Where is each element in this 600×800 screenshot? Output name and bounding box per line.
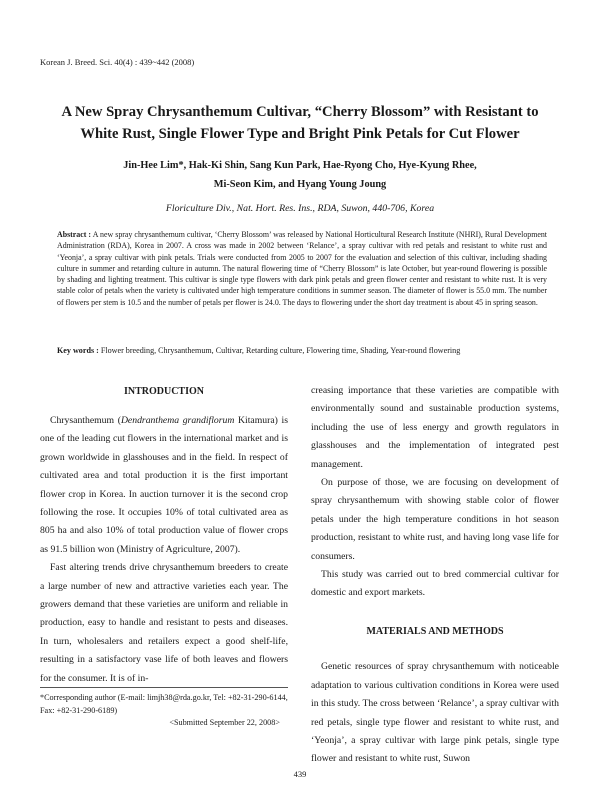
abstract-text: A new spray chrysanthemum cultivar, ‘Cherry Blossom’ was released by National Horticultural Research Institute (NHRI), Rural Development Administration (RDA), Korea in 2007. A cross was made in 2002 between ‘Relance’, a spray cultivar with red petals and resistant to white rust and ‘Yeonja’, a spray cultivar with pink petals. Trials were conducted from 2005 to 2007 for the evaluation and selection of this cultivar, including shading culture in summer and retarding culture in autumn. The natural flowering time of “Cherry Blossom” is late October, but year-round flowering is possible by shading and lighting treatment. This cultivar is single type flowers with dark pink petals and green flower center and resistant to white rust. It is very stable color of petals when the variety is cultivated under high temperature conditions in summer season. The diameter of flower is 55.0 mm. The number of flowers per stem is 10.5 and the number of petals per flower is 24.0. The days to flowering under the short day treatment is about 45 in spring season.	[57, 230, 548, 307]
title-line-1: A New Spray Chrysanthemum Cultivar, “Cherry Blossom” with Resistant to	[61, 104, 539, 120]
intro-paragraph-1	[40, 412, 288, 559]
intro-paragraph-continued: creasing importance that these varieties are compatible with environmentally sound and sustainable production systems, including the use of less energy and growth regulators in glasshouses and the implementation of integrated pest management.	[311, 385, 559, 470]
authors-line-1: Jin-Hee Lim*, Hak-Ki Shin, Sang Kun Park, Hae-Ryong Cho, Hye-Kyung Rhee,	[123, 160, 477, 171]
submission-date: <Submitted September 22, 2008>	[169, 718, 280, 728]
keywords-text: Flower breeding, Chrysanthemum, Cultivar, Retarding culture, Flowering time, Shading, Year-round flowering	[100, 346, 461, 355]
intro-paragraph-4: This study was carried out to bred commercial cultivar for domestic and export markets.	[311, 569, 559, 599]
keywords-label: Key words :	[57, 346, 99, 355]
author-list	[60, 156, 540, 194]
page-number: 439	[293, 769, 307, 779]
journal-header: Korean J. Breed. Sci. 40(4) : 439~442 (2008)	[40, 57, 195, 67]
footnote	[40, 692, 290, 730]
intro-paragraph-2: Fast altering trends drive chrysanthemum breeders to create a large number of new and attractive varieties each year. The growers demand that these varieties are uniform and reliable in production, easy to handle and resistant to pests and diseases. In turn, wholesalers and retailers expect a good shelf-life, resulting in a satisfactory vase life of both leaves and flowers for the consumer. It is of in-	[40, 562, 288, 684]
corresponding-author-note: *Corresponding author (E-mail: limjh38@rda.go.kr, Tel: +82-31-290-6144, Fax: +82-31-290-6189)	[40, 693, 288, 715]
methods-paragraph-1: Genetic resources of spray chrysanthemum with noticeable adaptation to various cultivation conditions in Korea were used in this study. The cross between ‘Relance’, a spray cultivar with red petals, single type flower and resistant to white rust, and ‘Yeonja’, a spray cultivar with large pink petals, single type flower and resistant to white rust, Suwon	[311, 661, 559, 765]
intro-p1-start: Chrysanthemum (	[50, 415, 121, 426]
intro-p1-rest: Kitamura) is one of the leading cut flowers in the international market and is grown worldwide in glasshouses and in the field. In respect of cultivated area and total production it is the first important flower crop in Korea. In auction turnover it is the second crop following the rose. It occupies 10% of total cultivated area as 805 ha and also 10% of total production value of flower crops as 91.5 billion won (Ministry of Agriculture, 2007).	[40, 415, 288, 555]
footnote-divider	[40, 687, 288, 688]
introduction-heading: INTRODUCTION	[123, 386, 204, 397]
affiliation: Floriculture Div., Nat. Hort. Res. Ins., RDA, Suwon, 440-706, Korea	[165, 203, 435, 214]
materials-methods-heading: MATERIALS AND METHODS	[366, 625, 504, 637]
paper-title	[30, 101, 570, 145]
intro-paragraph-3: On purpose of those, we are focusing on development of spray chrysanthemum with showing stable color of flower petals under the high temperature conditions in hot season production, resistant to white rust, and having long vase life for consumers.	[311, 477, 559, 562]
right-column	[311, 382, 559, 769]
left-column	[40, 412, 288, 688]
keywords	[57, 346, 557, 355]
authors-line-2: Mi-Seon Kim, and Hyang Young Joung	[213, 179, 387, 190]
title-line-2: White Rust, Single Flower Type and Bright Pink Petals for Cut Flower	[80, 126, 520, 142]
species-name: Dendranthema grandiflorum	[120, 415, 235, 426]
abstract	[57, 229, 547, 308]
abstract-label: Abstract :	[57, 230, 92, 239]
